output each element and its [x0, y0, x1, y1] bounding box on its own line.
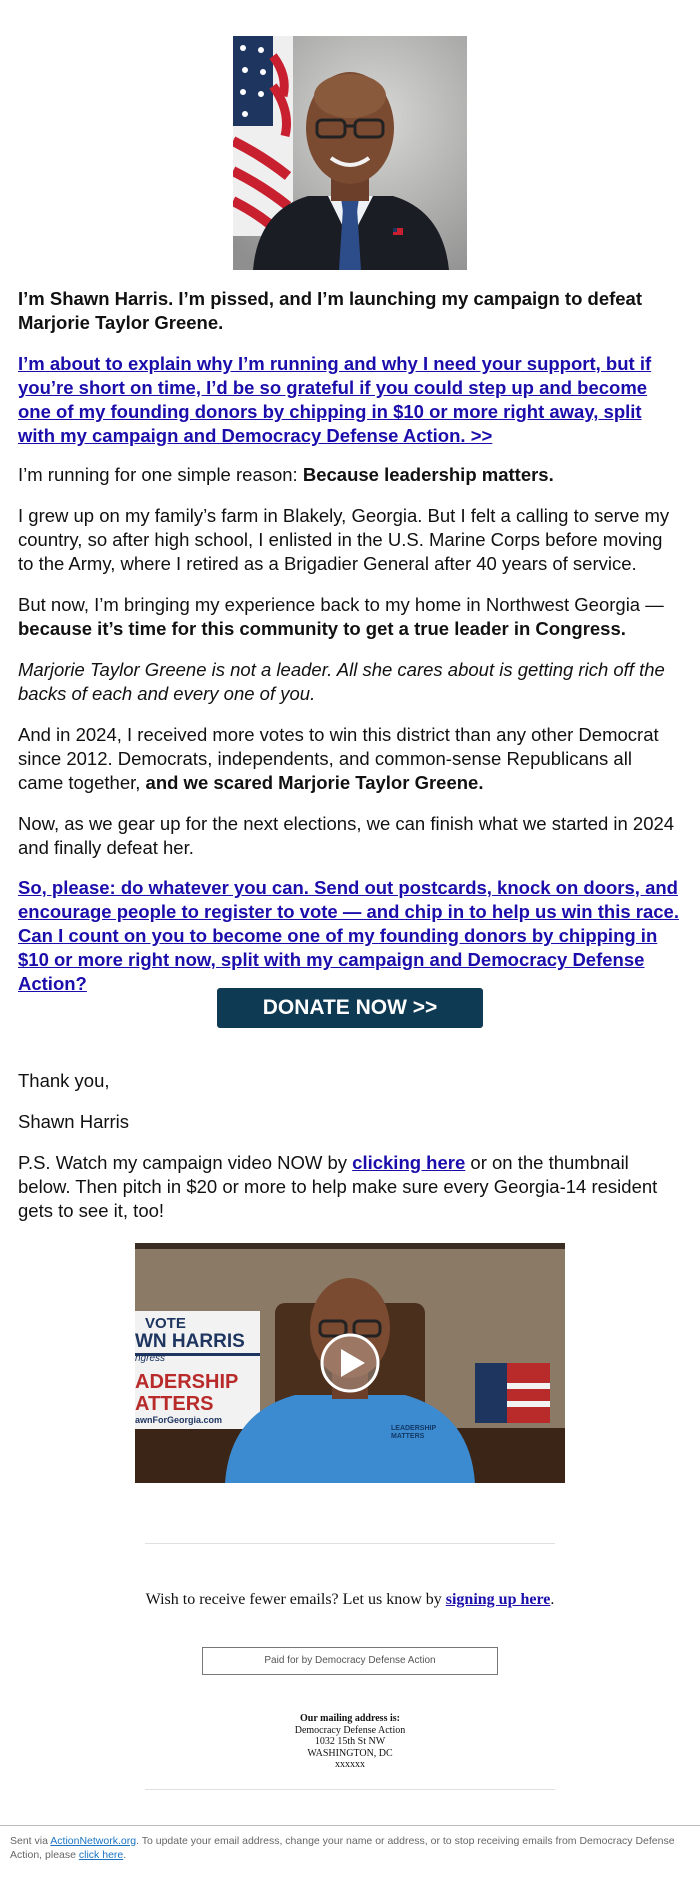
reason-paragraph — [18, 463, 682, 487]
thank-you: Thank you, — [18, 1070, 110, 1091]
sent-suffix: . — [123, 1849, 127, 1861]
sign-name: WN HARRIS — [135, 1331, 245, 1352]
ps-text-end: or on the thumbnail below. Then pitch in $20 or more to help make sure every Georgia-14 resident gets to see it, too! — [18, 1152, 658, 1221]
home-text: But now, I’m bringing my experience back to my home in Northwest Georgia — — [18, 594, 664, 615]
donate-now-button[interactable]: DONATE NOW >> — [217, 988, 483, 1028]
donate-link-top[interactable] — [18, 352, 682, 448]
sign-matters: ATTERS — [135, 1393, 214, 1415]
signature: Shawn Harris — [18, 1111, 130, 1132]
play-icon[interactable] — [322, 1335, 378, 1391]
divider-top — [145, 1543, 555, 1544]
home-paragraph — [18, 593, 682, 641]
reason-text: I’m running for one simple reason: — [18, 464, 303, 485]
intro-heading: I’m Shawn Harris. I’m pissed, and I’m launching my campaign to defeat Marjorie Taylor Greene. — [18, 288, 643, 333]
home-bold: because it’s time for this community to get a true leader in Congress. — [18, 618, 626, 639]
clicking-here-link[interactable]: clicking here — [352, 1152, 466, 1173]
video-thumbnail[interactable] — [135, 1243, 565, 1483]
sign-congress: ngress — [135, 1353, 166, 1364]
mail-street: 1032 15th St NW — [314, 1736, 386, 1747]
shirt-logo: LEADERSHIP MATTERS — [391, 1425, 436, 1440]
divider-bottom — [145, 1789, 555, 1790]
votes-paragraph — [18, 723, 682, 795]
votes-text: And in 2024, I received more votes to win this district than any other Democrat since 2012. Democrats, independents, and common-sense Republicans all came together, — [18, 724, 659, 793]
footer-text — [10, 1834, 690, 1862]
reason-bold: Because leadership matters. — [302, 464, 554, 485]
unsubscribe-link[interactable]: click here — [78, 1849, 124, 1861]
ps-text: P.S. Watch my campaign video NOW by — [18, 1152, 353, 1173]
sent-prefix: Sent via — [10, 1835, 51, 1847]
donate-link-bottom[interactable] — [18, 876, 682, 996]
paid-for-disclaimer: Paid for by Democracy Defense Action — [202, 1647, 498, 1675]
mail-org: Democracy Defense Action — [294, 1724, 406, 1736]
sent-middle: . To update your email address, change your name or address, or to stop receiving emails from Democracy Defense Action, please — [10, 1835, 675, 1861]
sign-vote: VOTE — [145, 1315, 186, 1332]
fewer-prefix: Wish to receive fewer emails? Let us know by — [145, 1591, 446, 1608]
fewer-emails-text — [0, 1591, 700, 1609]
please-chip-in-link[interactable]: So, please: do whatever you can. Send out postcards, knock on doors, and encourage people to register to vote — and chip in to help us win this race. Can I count on you to become one of my founding donors by chipping in $10 or more right now, split with my campaign and Democracy Defense Action? — [18, 877, 679, 994]
fewer-suffix: . — [550, 1591, 555, 1608]
bio-paragraph: I grew up on my family’s farm in Blakely, Georgia. But I felt a calling to serve my country, so after high school, I enlisted in the U.S. Marine Corps before moving to the Army, where I retired as a Brigadier General after 40 years of service. — [18, 505, 670, 574]
mail-zip: xxxxxx — [335, 1759, 365, 1770]
mail-title: Our mailing address is: — [300, 1713, 400, 1724]
mtg-paragraph: Marjorie Taylor Greene is not a leader. All she cares about is getting rich off the backs of each and every one of you. — [18, 659, 665, 704]
votes-bold: and we scared Marjorie Taylor Greene. — [145, 772, 484, 793]
signing-up-here-link[interactable]: signing up here — [445, 1591, 551, 1608]
footer-divider — [0, 1825, 700, 1826]
sign-leadership: ADERSHIP — [135, 1371, 239, 1393]
mailing-address — [0, 1713, 700, 1771]
actionnetwork-link[interactable]: ActionNetwork.org — [50, 1835, 137, 1847]
candidate-headshot — [233, 36, 467, 270]
sign-url: awnForGeorgia.com — [135, 1415, 223, 1425]
ps-paragraph — [18, 1151, 682, 1223]
next-paragraph: Now, as we gear up for the next elections, we can finish what we started in 2024 and finally defeat her. — [18, 813, 675, 858]
mail-city: WASHINGTON, DC — [307, 1747, 393, 1759]
founding-donor-link[interactable]: I’m about to explain why I’m running and why I need your support, but if you’re short on time, I’d be so grateful if you could step up and become one of my founding donors by chipping in $10 or more right away, split with my campaign and Democracy Defense Action. >> — [18, 353, 652, 446]
